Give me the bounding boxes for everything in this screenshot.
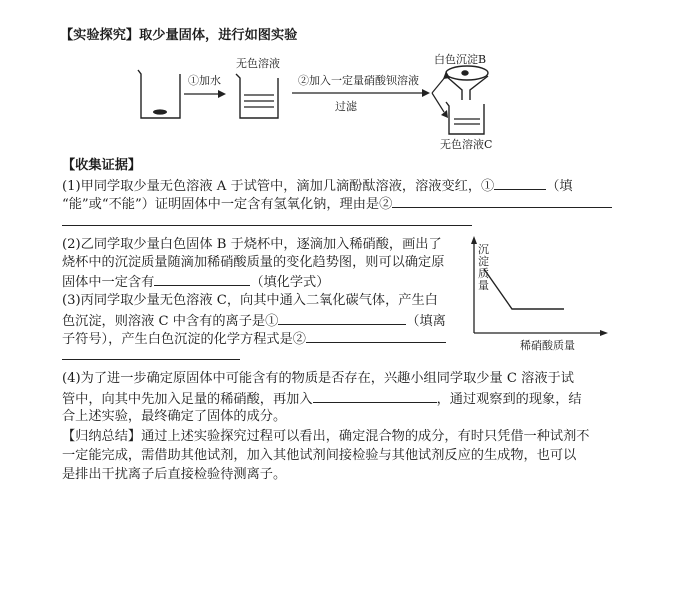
chart-axes (471, 236, 608, 336)
experiment-heading: 【实验探究】取少量固体，进行如图实验 (60, 28, 298, 43)
step1-label: ①加水 (188, 74, 221, 87)
q4-line1: (4)为了进一步确定原固体中可能含有的物质是否存在，兴趣小组同学取少量 C 溶液于试 (62, 371, 574, 386)
q4-tail: ，通过观察到的现象，结 (436, 392, 582, 407)
chart-series-line (484, 269, 564, 309)
q1-text: (1)甲同学取少量无色溶液 A 于试管中，滴加几滴酚酞溶液，溶液变红，① (62, 179, 495, 194)
solution-c-label: 无色溶液C (440, 138, 493, 151)
q3-tail: （填离 (406, 314, 446, 329)
summary-line2: 一定能完成，需借助其他试剂，加入其他试剂间接检验与其他试剂反应的生成物，也可以 (62, 448, 577, 463)
q4-line2 (62, 389, 582, 408)
q2-text-3: 固体中一定含有 (62, 275, 155, 290)
chart-y-label: 沉淀质量 (478, 243, 489, 292)
evidence-heading: 【收集证据】 (62, 158, 142, 173)
filter-label: 过滤 (335, 100, 357, 113)
q4-line3: 合上述实验，最终确定了固体的成分。 (62, 409, 287, 424)
solution-a-label: 无色溶液 (236, 57, 280, 70)
precipitate-b-label: 白色沉淀B (434, 53, 487, 66)
step2-label: ②加入一定量硝酸钡溶液 (298, 74, 419, 87)
q1-text-2: “能”或“不能”）证明固体中一定含有氢氧化钠，理由是② (62, 197, 393, 212)
q3-text-3: 子符号），产生白色沉淀的化学方程式是② (62, 332, 306, 347)
q2-tail: （填化学式） (250, 275, 330, 290)
q1-tail: （填 (546, 179, 573, 194)
summary-line3: 是排出干扰离子后直接检验待测离子。 (62, 467, 287, 482)
q4-text-2: 管中，向其中先加入足量的稀硝酸，再加入 (62, 392, 313, 407)
q4-answer-blank[interactable] (313, 389, 437, 403)
summary-line1: 【归纳总结】通过上述实验探究过程可以看出，确定混合物的成分，有时只凭借一种试剂不 (62, 429, 590, 444)
q3-line1: (3)丙同学取少量无色溶液 C，向其中通入二氧化碳气体，产生白 (62, 293, 438, 308)
chart-x-label: 稀硝酸质量 (520, 339, 575, 352)
q2-line1: (2)乙同学取少量白色固体 B 于烧杯中，逐滴加入稀硝酸，画出了 (62, 237, 442, 252)
q3-text-2: 色沉淀，则溶液 C 中含有的离子是① (62, 314, 279, 329)
q2-line2: 烧杯中的沉淀质量随滴加稀硝酸质量的变化趋势图，则可以确定原 (62, 255, 445, 270)
